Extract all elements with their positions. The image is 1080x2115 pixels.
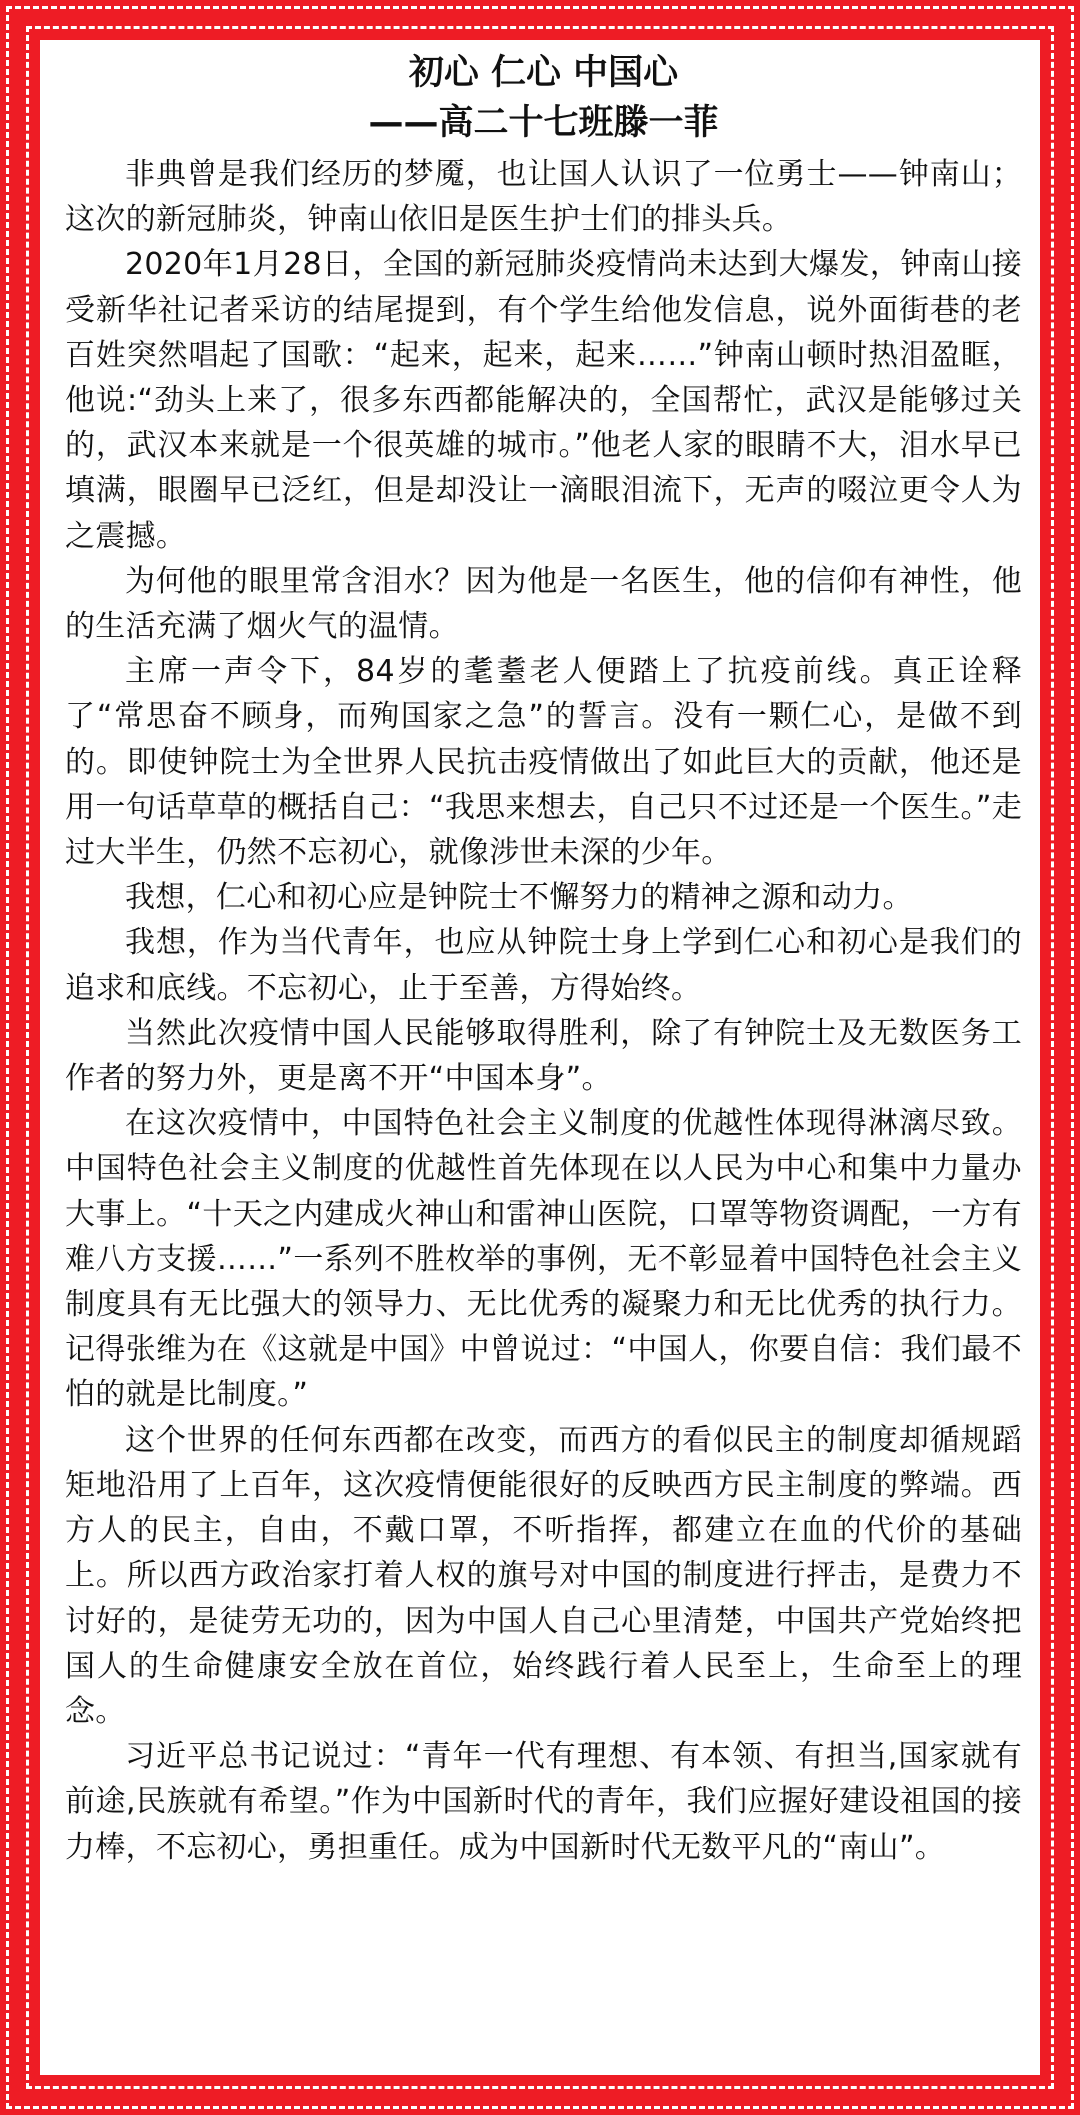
paragraph: 非典曾是我们经历的梦魇，也让国人认识了一位勇士——钟南山；这次的新冠肺炎，钟南山依旧是医生护士们的排头兵。 [65, 157, 1022, 238]
paragraph: 在这次疫情中，中国特色社会主义制度的优越性体现得淋漓尽致。中国特色社会主义制度的优越性首先体现在以人民为中心和集中力量办大事上。“十天之内建成火神山和雷神山医院，口罩等物资调配，一方有难八方支援……”一系列不胜枚举的事例，无不彰显着中国特色社会主义制度具有无比强大的领导力、无比优秀的凝聚力和无比优秀的执行力。记得张维为在《这就是中国》中曾说过：“中国人，你要自信：我们最不怕的就是比制度。” [65, 1106, 1022, 1413]
paragraph: 我想，作为当代青年，也应从钟院士身上学到仁心和初心是我们的追求和底线。不忘初心，止于至善，方得始终。 [65, 925, 1022, 1006]
paragraph: 2020年1月28日，全国的新冠肺炎疫情尚未达到大爆发，钟南山接受新华社记者采访的结尾提到，有个学生给他发信息，说外面街巷的老百姓突然唱起了国歌：“起来，起来，起来……”钟南山顿时热泪盈眶，他说:“劲头上来了，很多东西都能解决的，全国帮忙，武汉是能够过关的，武汉本来就是一个很英雄的城市。”他老人家的眼睛不大，泪水早已填满，眼圈早已泛红，但是却没让一滴眼泪流下，无声的啜泣更令人为之震撼。 [65, 247, 1022, 554]
essay-byline: ——高二十七班滕一菲 [368, 103, 719, 143]
paragraph: 主席一声令下，84岁的耄耋老人便踏上了抗疫前线。真正诠释了“常思奋不顾身，而殉国家之急”的誓言。没有一颗仁心，是做不到的。即使钟院士为全世界人民抗击疫情做出了如此巨大的贡献，他还是用一句话草草的概括自己：“我思来想去，自己只不过还是一个医生。”走过大半生，仍然不忘初心，就像涉世未深的少年。 [65, 654, 1022, 871]
essay-title: 初心 仁心 中国心 [408, 53, 679, 93]
paragraph: 我想，仁心和初心应是钟院士不懈努力的精神之源和动力。 [125, 880, 913, 916]
paragraph: 这个世界的任何东西都在改变，而西方的看似民主的制度却循规蹈矩地沿用了上百年，这次疫情便能很好的反映西方民主制度的弊端。西方人的民主，自由，不戴口罩，不听指挥，都建立在血的代价的基础上。所以西方政治家打着人权的旗号对中国的制度进行抨击，是费力不讨好的，是徒劳无功的，因为中国人自己心里清楚，中国共产党始终把国人的生命健康安全放在首位，始终践行着人民至上，生命至上的理念。 [65, 1422, 1022, 1729]
paragraph: 当然此次疫情中国人民能够取得胜利，除了有钟院士及无数医务工作者的努力外，更是离不开“中国本身”。 [65, 1015, 1022, 1097]
essay-body [65, 152, 1022, 1870]
essay-page [40, 40, 1040, 2075]
paragraph: 习近平总书记说过：“青年一代有理想、有本领、有担当,国家就有前途,民族就有希望。”作为中国新时代的青年，我们应握好建设祖国的接力棒，不忘初心，勇担重任。成为中国新时代无数平凡的“南山”。 [65, 1739, 1022, 1865]
paragraph: 为何他的眼里常含泪水？因为他是一名医生，他的信仰有神性，他的生活充满了烟火气的温情。 [65, 563, 1022, 645]
